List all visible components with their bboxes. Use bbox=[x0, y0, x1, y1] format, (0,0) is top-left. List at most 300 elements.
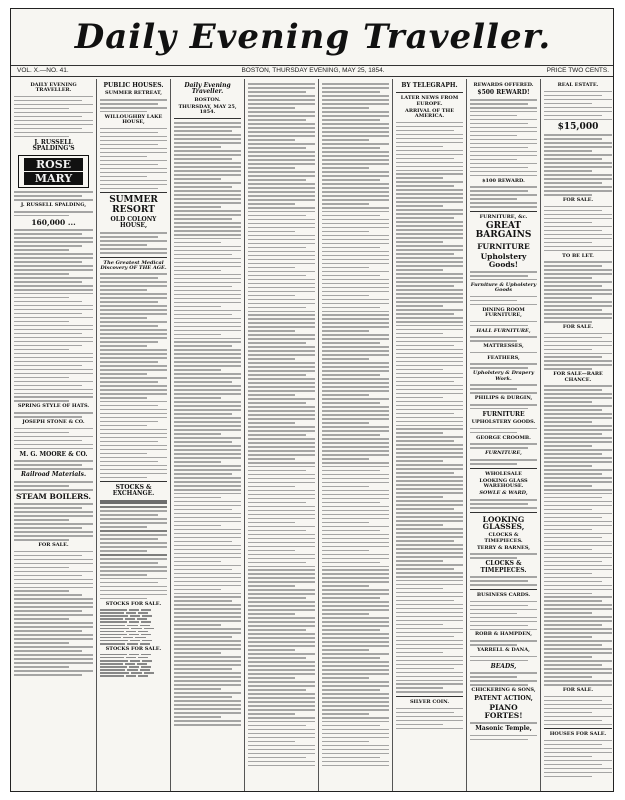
text-line bbox=[248, 386, 315, 388]
text-line bbox=[100, 417, 167, 419]
text-line bbox=[396, 122, 463, 124]
text-line bbox=[322, 657, 380, 659]
text-line bbox=[14, 265, 93, 267]
text-line bbox=[544, 636, 592, 638]
text-line bbox=[544, 668, 612, 670]
text-line bbox=[248, 247, 306, 249]
text-line bbox=[470, 107, 537, 109]
text-line bbox=[100, 675, 124, 677]
text-line bbox=[322, 131, 389, 133]
text-line bbox=[470, 279, 537, 281]
text-line bbox=[248, 609, 315, 611]
col1-ad-heading: J. RUSSELL SPALDING'S bbox=[32, 138, 75, 153]
text-line bbox=[396, 696, 463, 697]
text-line bbox=[174, 413, 232, 415]
text-line bbox=[396, 600, 454, 602]
text-line bbox=[322, 542, 389, 544]
text-line bbox=[248, 374, 306, 376]
text-line bbox=[396, 592, 463, 594]
text-line bbox=[100, 643, 125, 645]
text-line bbox=[100, 188, 158, 190]
text-line bbox=[544, 142, 612, 144]
text-line bbox=[396, 548, 463, 550]
text-line bbox=[174, 174, 241, 176]
text-line bbox=[100, 666, 167, 668]
text-line bbox=[322, 438, 389, 440]
text-line bbox=[248, 665, 315, 667]
text-line bbox=[322, 151, 389, 153]
text-line bbox=[544, 182, 602, 184]
text-line bbox=[248, 522, 295, 524]
text-line bbox=[470, 111, 537, 113]
text-line bbox=[396, 712, 454, 714]
text-line bbox=[544, 337, 602, 339]
text-line bbox=[470, 296, 537, 298]
text-line bbox=[248, 235, 315, 237]
text-line bbox=[100, 236, 158, 238]
text-line bbox=[126, 675, 136, 677]
text-line bbox=[396, 672, 463, 674]
text-line bbox=[129, 609, 139, 611]
text-line bbox=[174, 708, 241, 710]
text-line bbox=[396, 444, 463, 446]
text-line bbox=[470, 722, 537, 724]
text-line bbox=[100, 385, 167, 387]
text-line bbox=[100, 672, 167, 674]
text-line bbox=[174, 150, 241, 152]
text-line bbox=[248, 330, 295, 332]
text-line bbox=[125, 663, 135, 665]
text-line bbox=[14, 515, 93, 517]
text-line bbox=[322, 307, 380, 309]
text-line bbox=[470, 605, 528, 607]
text-line bbox=[322, 159, 389, 161]
text-line bbox=[174, 353, 241, 355]
text-line bbox=[396, 329, 463, 331]
col7-reward500: $500 REWARD! bbox=[477, 89, 530, 97]
text-line bbox=[544, 449, 612, 451]
text-line bbox=[322, 562, 380, 564]
text-line bbox=[322, 179, 380, 181]
text-line bbox=[248, 745, 315, 747]
text-line bbox=[100, 506, 167, 508]
text-line bbox=[14, 132, 93, 134]
text-line bbox=[396, 652, 443, 654]
text-line bbox=[544, 107, 612, 109]
text-line bbox=[248, 613, 295, 615]
text-line bbox=[322, 585, 369, 587]
text-line bbox=[174, 644, 241, 646]
text-line bbox=[544, 593, 592, 595]
col1-hats-heading: SPRING STYLE OF HATS. bbox=[17, 403, 90, 410]
text-line bbox=[470, 206, 537, 208]
text-line bbox=[100, 654, 127, 656]
text-line bbox=[396, 556, 463, 558]
text-line bbox=[470, 167, 528, 169]
text-line bbox=[174, 405, 241, 407]
text-line bbox=[100, 461, 158, 463]
text-line bbox=[248, 669, 315, 671]
text-line bbox=[322, 187, 389, 189]
text-line bbox=[322, 303, 389, 305]
text-line bbox=[248, 442, 315, 444]
text-line bbox=[140, 643, 150, 645]
text-line bbox=[470, 363, 537, 365]
text-line bbox=[396, 365, 463, 367]
text-line bbox=[248, 717, 315, 719]
text-line bbox=[544, 553, 612, 555]
text-line bbox=[544, 589, 612, 591]
text-line bbox=[396, 233, 463, 235]
text-line bbox=[100, 449, 167, 451]
text-line bbox=[174, 381, 232, 383]
text-line bbox=[544, 218, 612, 220]
text-line bbox=[248, 510, 315, 512]
text-line bbox=[322, 275, 380, 277]
text-line bbox=[174, 385, 241, 387]
text-line bbox=[100, 156, 147, 158]
col7-clocks-2: CLOCKS & TIMEPIECES. bbox=[480, 560, 527, 574]
text-line bbox=[544, 154, 612, 156]
text-line bbox=[396, 632, 463, 634]
text-line bbox=[322, 255, 389, 257]
text-line bbox=[322, 311, 389, 313]
text-line bbox=[248, 398, 315, 400]
text-line bbox=[248, 382, 315, 384]
text-line bbox=[248, 394, 295, 396]
text-line bbox=[396, 436, 463, 438]
text-line bbox=[126, 612, 136, 614]
text-line bbox=[100, 654, 167, 677]
text-line bbox=[174, 142, 241, 144]
text-line bbox=[174, 278, 241, 280]
text-line bbox=[174, 274, 241, 276]
text-line bbox=[100, 373, 147, 375]
text-line bbox=[322, 95, 389, 97]
text-line bbox=[322, 761, 389, 763]
text-line bbox=[248, 701, 315, 703]
text-line bbox=[322, 167, 369, 169]
text-line bbox=[248, 402, 306, 404]
text-line bbox=[544, 680, 612, 682]
text-line bbox=[138, 675, 148, 677]
text-line bbox=[396, 628, 463, 630]
text-line bbox=[544, 297, 592, 299]
text-line bbox=[470, 660, 528, 662]
text-line bbox=[14, 269, 93, 271]
text-line bbox=[470, 617, 537, 619]
col7-upholstery-2: UPHOLSTERY GOODS. bbox=[471, 419, 536, 426]
text-line bbox=[140, 669, 150, 671]
text-line bbox=[100, 172, 167, 174]
text-line bbox=[396, 162, 463, 164]
text-line bbox=[322, 617, 389, 619]
text-line bbox=[322, 143, 389, 145]
text-line bbox=[544, 644, 602, 646]
text-line bbox=[14, 199, 93, 201]
text-line bbox=[248, 187, 315, 189]
text-line bbox=[544, 433, 602, 435]
text-line bbox=[396, 313, 454, 315]
text-line bbox=[248, 410, 315, 412]
col3-masthead: Daily Evening Traveller. bbox=[184, 82, 231, 96]
text-line bbox=[142, 615, 152, 617]
text-line bbox=[129, 654, 139, 656]
text-line bbox=[248, 147, 306, 149]
text-line bbox=[100, 369, 167, 371]
text-line bbox=[174, 608, 241, 610]
text-line bbox=[544, 616, 612, 618]
text-line bbox=[174, 222, 241, 224]
text-line bbox=[322, 394, 369, 396]
text-line bbox=[174, 497, 221, 499]
text-line bbox=[396, 480, 463, 482]
text-line bbox=[14, 253, 93, 255]
col7-yarrell: YARRELL & DANA, bbox=[477, 647, 530, 654]
text-line bbox=[129, 621, 139, 623]
text-line bbox=[322, 645, 389, 647]
col7-bargains: GREAT BARGAINS bbox=[475, 221, 532, 241]
text-line bbox=[14, 325, 93, 327]
text-line bbox=[248, 721, 315, 723]
text-line bbox=[14, 489, 93, 491]
text-line bbox=[14, 309, 93, 311]
text-line bbox=[14, 273, 69, 275]
column-6 bbox=[393, 79, 467, 791]
text-line bbox=[322, 87, 389, 89]
text-line bbox=[248, 119, 306, 121]
text-line bbox=[322, 653, 389, 655]
text-line bbox=[100, 666, 127, 668]
col8-realestate-heading: REAL ESTATE. bbox=[557, 82, 599, 88]
text-line bbox=[470, 367, 528, 369]
text-line bbox=[174, 457, 241, 459]
text-line bbox=[322, 625, 389, 627]
text-line bbox=[248, 490, 315, 492]
text-line bbox=[544, 716, 612, 718]
text-line bbox=[100, 421, 158, 423]
text-line bbox=[174, 373, 241, 375]
text-line bbox=[174, 314, 232, 316]
col7-croomb: GEORGE CROOMB. bbox=[476, 434, 531, 441]
text-line bbox=[100, 445, 167, 447]
text-line bbox=[248, 685, 315, 687]
text-line bbox=[14, 571, 93, 573]
text-line bbox=[544, 700, 602, 702]
text-line bbox=[14, 396, 93, 398]
text-line bbox=[174, 369, 221, 371]
text-line bbox=[100, 433, 167, 435]
text-line bbox=[544, 505, 612, 507]
text-line bbox=[396, 500, 463, 502]
text-line bbox=[248, 406, 315, 408]
text-line bbox=[544, 533, 612, 535]
text-line bbox=[544, 242, 592, 244]
text-line bbox=[100, 609, 127, 611]
text-line bbox=[248, 135, 315, 137]
text-line bbox=[174, 589, 221, 591]
text-line bbox=[396, 353, 463, 355]
text-line bbox=[544, 158, 602, 160]
text-line bbox=[138, 657, 148, 659]
text-line bbox=[396, 540, 454, 542]
text-line bbox=[174, 469, 241, 471]
col7-feathers: FEATHERS, bbox=[487, 354, 520, 361]
text-line bbox=[174, 377, 241, 379]
text-line bbox=[322, 223, 389, 225]
text-line bbox=[544, 620, 612, 622]
text-line bbox=[14, 440, 82, 442]
text-line bbox=[322, 490, 389, 492]
text-line bbox=[174, 290, 241, 292]
text-line bbox=[470, 340, 517, 342]
text-line bbox=[100, 631, 124, 633]
text-line bbox=[100, 273, 167, 275]
text-line bbox=[248, 167, 295, 169]
column-2 bbox=[97, 79, 171, 791]
text-line bbox=[322, 593, 389, 595]
text-line bbox=[396, 413, 454, 415]
text-line bbox=[174, 158, 232, 160]
text-line bbox=[100, 457, 167, 459]
text-line bbox=[322, 107, 369, 109]
text-line bbox=[248, 749, 315, 751]
text-line bbox=[100, 321, 167, 323]
text-line bbox=[248, 239, 315, 241]
text-line bbox=[248, 311, 315, 313]
text-line bbox=[100, 107, 167, 109]
text-line bbox=[14, 634, 93, 636]
text-line bbox=[248, 346, 315, 348]
text-line bbox=[248, 418, 315, 420]
text-line bbox=[174, 616, 241, 618]
text-line bbox=[14, 618, 69, 620]
col7-furniture: FURNITURE bbox=[477, 241, 530, 251]
text-line bbox=[322, 326, 389, 328]
text-line bbox=[544, 712, 592, 714]
text-line bbox=[14, 373, 93, 375]
text-line bbox=[174, 604, 241, 606]
text-line bbox=[322, 382, 389, 384]
col8-forsale-2: FOR SALE. bbox=[562, 323, 594, 330]
text-line bbox=[396, 92, 463, 93]
text-line bbox=[174, 318, 241, 320]
text-line bbox=[544, 604, 612, 606]
text-line bbox=[174, 238, 241, 240]
text-line bbox=[100, 293, 167, 295]
text-line bbox=[100, 361, 158, 363]
text-line bbox=[174, 270, 221, 272]
text-line bbox=[322, 203, 369, 205]
text-line bbox=[396, 552, 463, 554]
text-line bbox=[322, 287, 389, 289]
columns bbox=[11, 79, 614, 791]
text-line bbox=[248, 550, 295, 552]
text-line bbox=[142, 660, 152, 662]
text-line bbox=[14, 120, 93, 122]
text-line bbox=[544, 565, 612, 567]
text-line bbox=[322, 299, 389, 301]
text-line bbox=[544, 345, 612, 347]
text-line bbox=[248, 366, 315, 368]
text-line bbox=[248, 585, 295, 587]
text-line bbox=[544, 764, 602, 766]
text-line bbox=[144, 628, 154, 630]
text-line bbox=[396, 138, 463, 140]
text-line bbox=[248, 195, 315, 197]
text-line bbox=[322, 589, 389, 591]
text-line bbox=[174, 620, 241, 622]
text-line bbox=[544, 445, 592, 447]
text-line bbox=[248, 506, 315, 508]
text-line bbox=[544, 569, 612, 571]
text-line bbox=[396, 341, 463, 343]
text-line bbox=[396, 680, 463, 682]
text-line bbox=[248, 163, 315, 165]
text-line bbox=[248, 689, 306, 691]
text-line bbox=[14, 646, 93, 648]
text-line bbox=[14, 400, 69, 402]
text-line bbox=[137, 618, 147, 620]
text-line bbox=[544, 557, 612, 559]
text-line bbox=[14, 333, 82, 335]
text-line bbox=[100, 301, 158, 303]
text-line bbox=[322, 147, 380, 149]
text-line bbox=[174, 294, 241, 296]
text-line bbox=[14, 606, 93, 608]
text-line bbox=[322, 358, 369, 360]
text-line bbox=[174, 465, 241, 467]
text-line bbox=[248, 645, 315, 647]
text-line bbox=[544, 748, 612, 750]
text-line bbox=[322, 566, 389, 568]
text-line bbox=[544, 368, 592, 370]
text-line bbox=[14, 481, 93, 483]
text-line bbox=[248, 597, 306, 599]
text-line bbox=[396, 588, 443, 590]
text-line bbox=[248, 338, 315, 340]
text-line bbox=[248, 466, 315, 468]
text-line bbox=[100, 625, 167, 627]
text-line bbox=[248, 713, 295, 715]
text-line bbox=[14, 436, 93, 438]
text-line bbox=[248, 378, 315, 380]
text-line bbox=[396, 664, 463, 666]
text-line bbox=[248, 621, 315, 623]
text-line bbox=[322, 753, 389, 755]
text-line bbox=[322, 717, 389, 719]
text-line bbox=[100, 313, 167, 315]
text-line bbox=[174, 134, 241, 136]
text-line bbox=[470, 432, 517, 434]
text-line bbox=[14, 602, 93, 604]
text-line bbox=[14, 527, 82, 529]
text-line bbox=[14, 567, 69, 569]
text-line bbox=[322, 426, 389, 428]
text-line bbox=[127, 643, 137, 645]
text-line bbox=[322, 430, 389, 432]
text-line bbox=[14, 587, 93, 589]
text-line bbox=[174, 330, 241, 332]
text-line bbox=[396, 293, 463, 295]
text-line bbox=[544, 289, 612, 291]
text-line bbox=[396, 185, 454, 187]
col7-beads: BEADS, bbox=[490, 662, 517, 670]
text-line bbox=[174, 549, 241, 551]
text-line bbox=[144, 672, 154, 674]
text-line bbox=[544, 134, 612, 136]
text-line bbox=[544, 585, 612, 587]
